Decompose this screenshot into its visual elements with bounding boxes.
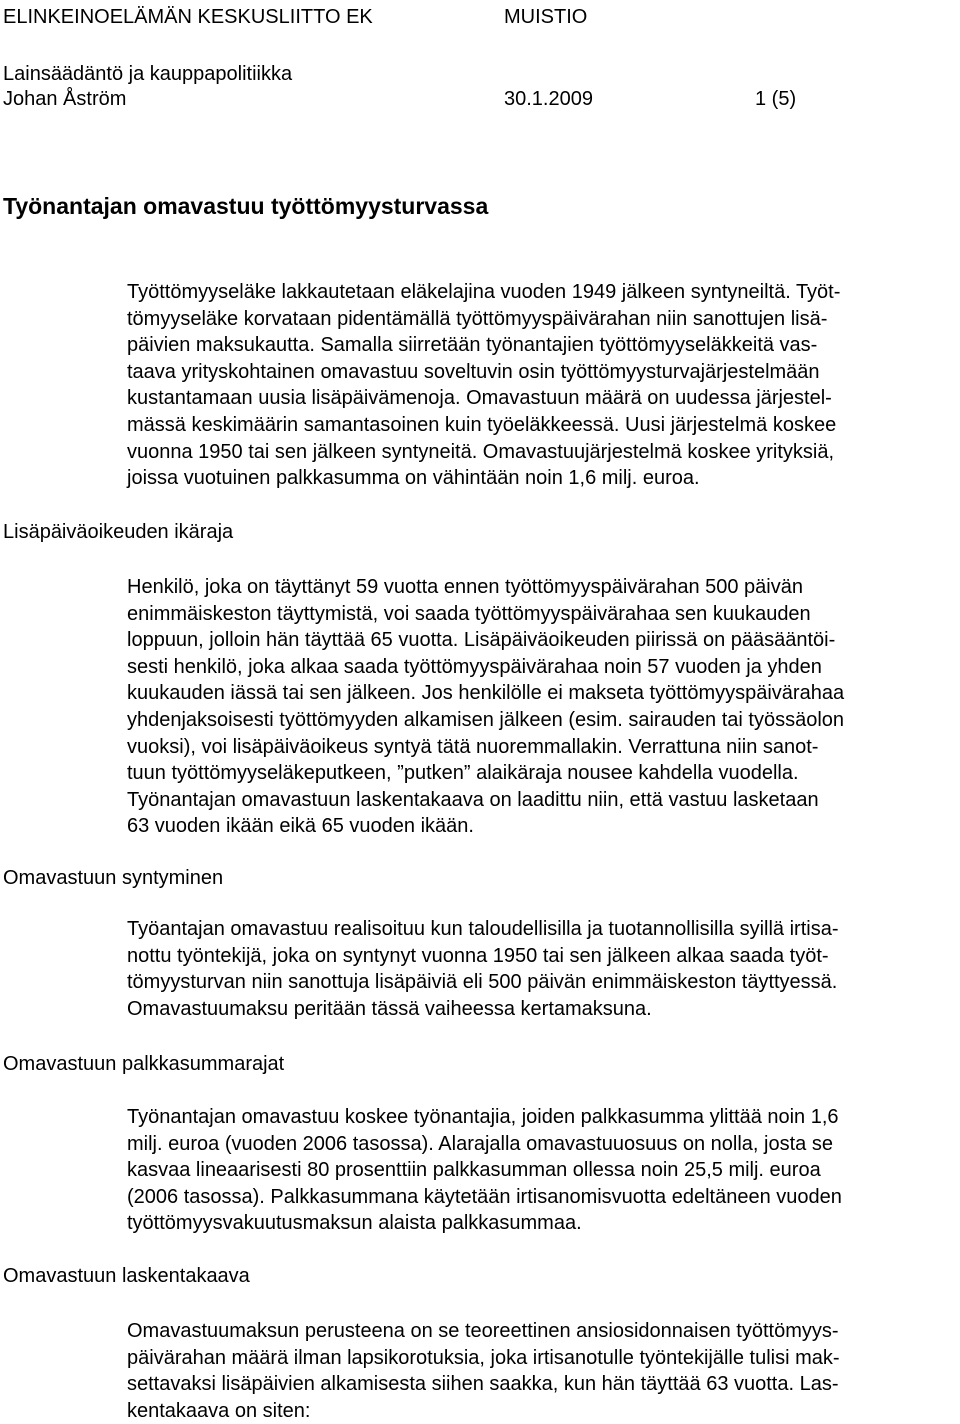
paragraph-line: sesti henkilö, joka alkaa saada työttömyyspäivärahaa noin 57 vuoden ja yhden bbox=[127, 655, 822, 678]
paragraph-line: nottu työntekijä, joka on syntynyt vuonna 1950 tai sen jälkeen alkaa saada työt- bbox=[127, 944, 829, 967]
paragraph-line: kustantamaan uusia lisäpäivämenoja. Omavastuun määrä on uudessa järjestel- bbox=[127, 387, 832, 410]
paragraph-line: päivien maksukautta. Samalla siirretään työnantajien työttömyyseläkkeitä vas- bbox=[127, 334, 818, 357]
paragraph-line: Työantajan omavastuu realisoituu kun taloudellisilla ja tuotannollisilla syillä irtisa- bbox=[127, 918, 839, 940]
paragraph-line: Omavastuumaksun perusteena on se teoreettinen ansiosidonnaisen työttömyys- bbox=[127, 1320, 839, 1342]
section-heading-payroll-limits: Omavastuun palkkasummarajat bbox=[3, 1053, 285, 1075]
section-heading-formula: Omavastuun laskentakaava bbox=[3, 1265, 250, 1287]
organization-name: ELINKEINOELÄMÄN KESKUSLIITTO EK bbox=[3, 6, 373, 28]
section-paragraph-payroll-limits bbox=[127, 1104, 957, 1237]
paragraph-line: vuoksi), voi lisäpäiväoikeus syntyä tätä nuoremmallakin. Verrattuna niin sanot- bbox=[127, 735, 819, 758]
paragraph-line: päivärahan määrä ilman lapsikorotuksia, joka irtisanotulle työntekijälle tulisi mak- bbox=[127, 1346, 840, 1369]
paragraph-line: taava yrityskohtainen omavastuu soveltuvin osin työttömyysturvajärjestelmään bbox=[127, 360, 820, 383]
section-paragraph-age-limit bbox=[127, 574, 957, 840]
document-date: 30.1.2009 bbox=[504, 88, 593, 110]
paragraph-line: milj. euroa (vuoden 2006 tasossa). Alarajalla omavastuuosuus on nolla, josta se bbox=[127, 1132, 833, 1155]
paragraph-line: työttömyysvakuutusmaksun alaista palkkasummaa. bbox=[127, 1212, 582, 1235]
paragraph-line: settavaksi lisäpäivien alkamisesta siihen saakka, kun hän täyttää 63 vuotta. Las- bbox=[127, 1373, 839, 1396]
paragraph-line: joissa vuotuinen palkkasumma on vähintään noin 1,6 milj. euroa. bbox=[127, 467, 700, 490]
paragraph-line: kentakaava on siten: bbox=[127, 1399, 311, 1422]
paragraph-line: loppuun, jolloin hän täyttää 65 vuotta. Lisäpäiväoikeuden piirissä on pääsääntöi- bbox=[127, 629, 836, 652]
paragraph-line: 63 vuoden ikään eikä 65 vuoden ikään. bbox=[127, 815, 474, 838]
document-title: Työnantajan omavastuu työttömyysturvassa bbox=[3, 193, 489, 219]
section-paragraph-formula bbox=[127, 1318, 957, 1424]
paragraph-line: tömyysturvan niin sanottuja lisäpäiviä eli 500 päivän enimmäiskeston täyttyessä. bbox=[127, 971, 838, 994]
author: Johan Åström bbox=[3, 88, 127, 110]
paragraph-line: (2006 tasossa). Palkkasummana käytetään irtisanomisvuotta edeltäneen vuoden bbox=[127, 1185, 842, 1208]
paragraph-line: Henkilö, joka on täyttänyt 59 vuotta ennen työttömyyspäivärahan 500 päivän bbox=[127, 576, 803, 598]
paragraph-line: Työnantajan omavastuun laskentakaava on laadittu niin, että vastuu lasketaan bbox=[127, 788, 819, 811]
page-number: 1 (5) bbox=[755, 88, 797, 110]
paragraph-line: tuun työttömyyseläkeputkeen, ”putken” alaikäraja nousee kahdella vuodella. bbox=[127, 762, 799, 785]
paragraph-line: kuukauden iässä tai sen jälkeen. Jos henkilölle ei makseta työttömyyspäivärahaa bbox=[127, 682, 845, 705]
section-heading-formation: Omavastuun syntyminen bbox=[3, 867, 224, 889]
paragraph-line: tömyyseläke korvataan pidentämällä työttömyyspäivärahan niin sanottujen lisä- bbox=[127, 307, 828, 330]
paragraph-line: Omavastuumaksu peritään tässä vaiheessa kertamaksuna. bbox=[127, 997, 652, 1020]
paragraph-line: mässä keskimäärin samantasoinen kuin työeläkkeessä. Uusi järjestelmä koskee bbox=[127, 413, 837, 436]
department: Lainsäädäntö ja kauppapolitiikka bbox=[3, 63, 293, 85]
paragraph-line: yhdenjaksoisesti työttömyyden alkamisen jälkeen (esim. sairauden tai työssäolon bbox=[127, 708, 845, 731]
paragraph-line: vuonna 1950 tai sen jälkeen syntyneitä. Omavastuujärjestelmä koskee yrityksiä, bbox=[127, 440, 835, 463]
document-type: MUISTIO bbox=[504, 6, 588, 28]
intro-paragraph bbox=[127, 279, 957, 492]
section-paragraph-formation bbox=[127, 916, 957, 1022]
section-heading-age-limit: Lisäpäiväoikeuden ikäraja bbox=[3, 521, 234, 543]
paragraph-line: kasvaa lineaarisesti 80 prosenttiin palkkasumman ollessa noin 25,5 milj. euroa bbox=[127, 1159, 821, 1182]
paragraph-line: enimmäiskeston täyttymistä, voi saada työttömyyspäivärahaa sen kuukauden bbox=[127, 602, 811, 625]
paragraph-line: Työttömyyseläke lakkautetaan eläkelajina vuoden 1949 jälkeen syntyneiltä. Työt- bbox=[127, 281, 841, 303]
paragraph-line: Työnantajan omavastuu koskee työnantajia, joiden palkkasumma ylittää noin 1,6 bbox=[127, 1106, 839, 1128]
